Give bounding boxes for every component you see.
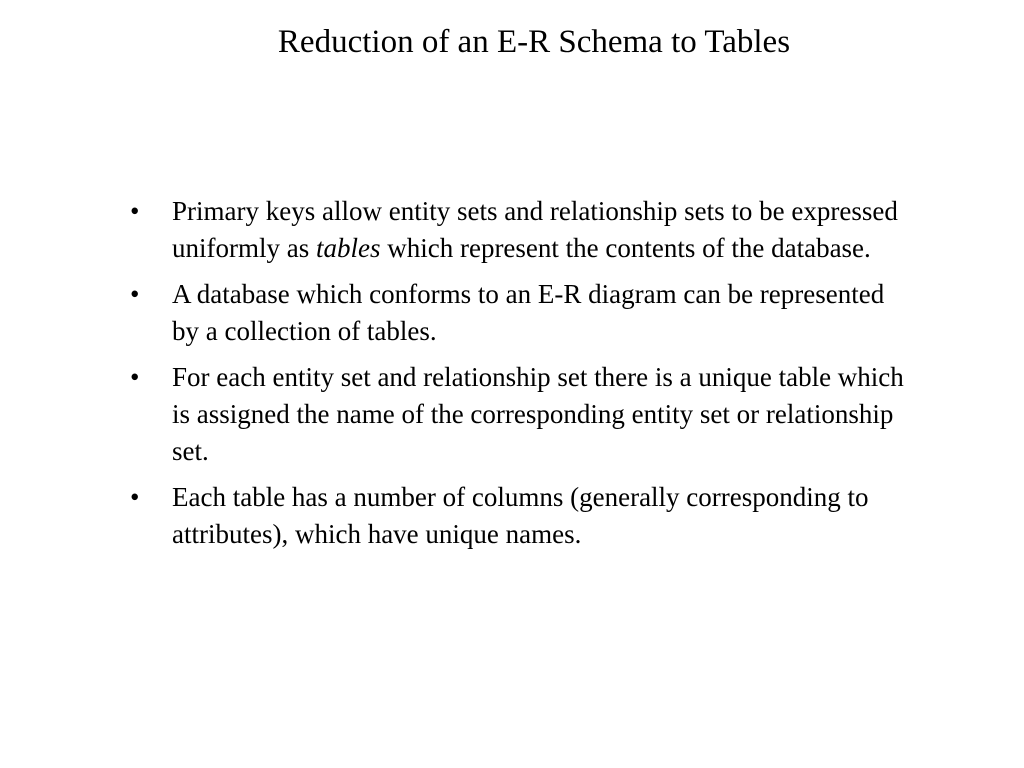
emphasized-term: tables (315, 233, 381, 263)
bullet-marker: • (130, 482, 140, 512)
bullet-item-entity-sets (120, 359, 910, 470)
bullet-item-database (120, 276, 910, 350)
slide-title: Reduction of an E-R Schema to Tables (277, 24, 791, 60)
bullet-text (172, 196, 898, 263)
bullet-text: For each entity set and relationship set there is a unique table which is assigned the name of the corresponding entity set or relationship set. (172, 362, 904, 466)
bullet-list (120, 193, 910, 562)
bullet-marker: • (130, 279, 140, 309)
bullet-text: A database which conforms to an E-R diagram can be represented by a collection of tables. (172, 279, 885, 346)
bullet-item-columns (120, 479, 910, 553)
bullet-marker: • (130, 196, 140, 226)
bullet-marker: • (130, 362, 140, 392)
bullet-text-part: which represent the contents of the database. (380, 233, 871, 263)
bullet-text: Each table has a number of columns (generally corresponding to attributes), which have unique names. (172, 482, 869, 549)
bullet-text-part: Primary keys allow entity sets and relationship sets to be expressed uniformly as (172, 196, 898, 263)
bullet-item-primary-keys (120, 193, 910, 267)
